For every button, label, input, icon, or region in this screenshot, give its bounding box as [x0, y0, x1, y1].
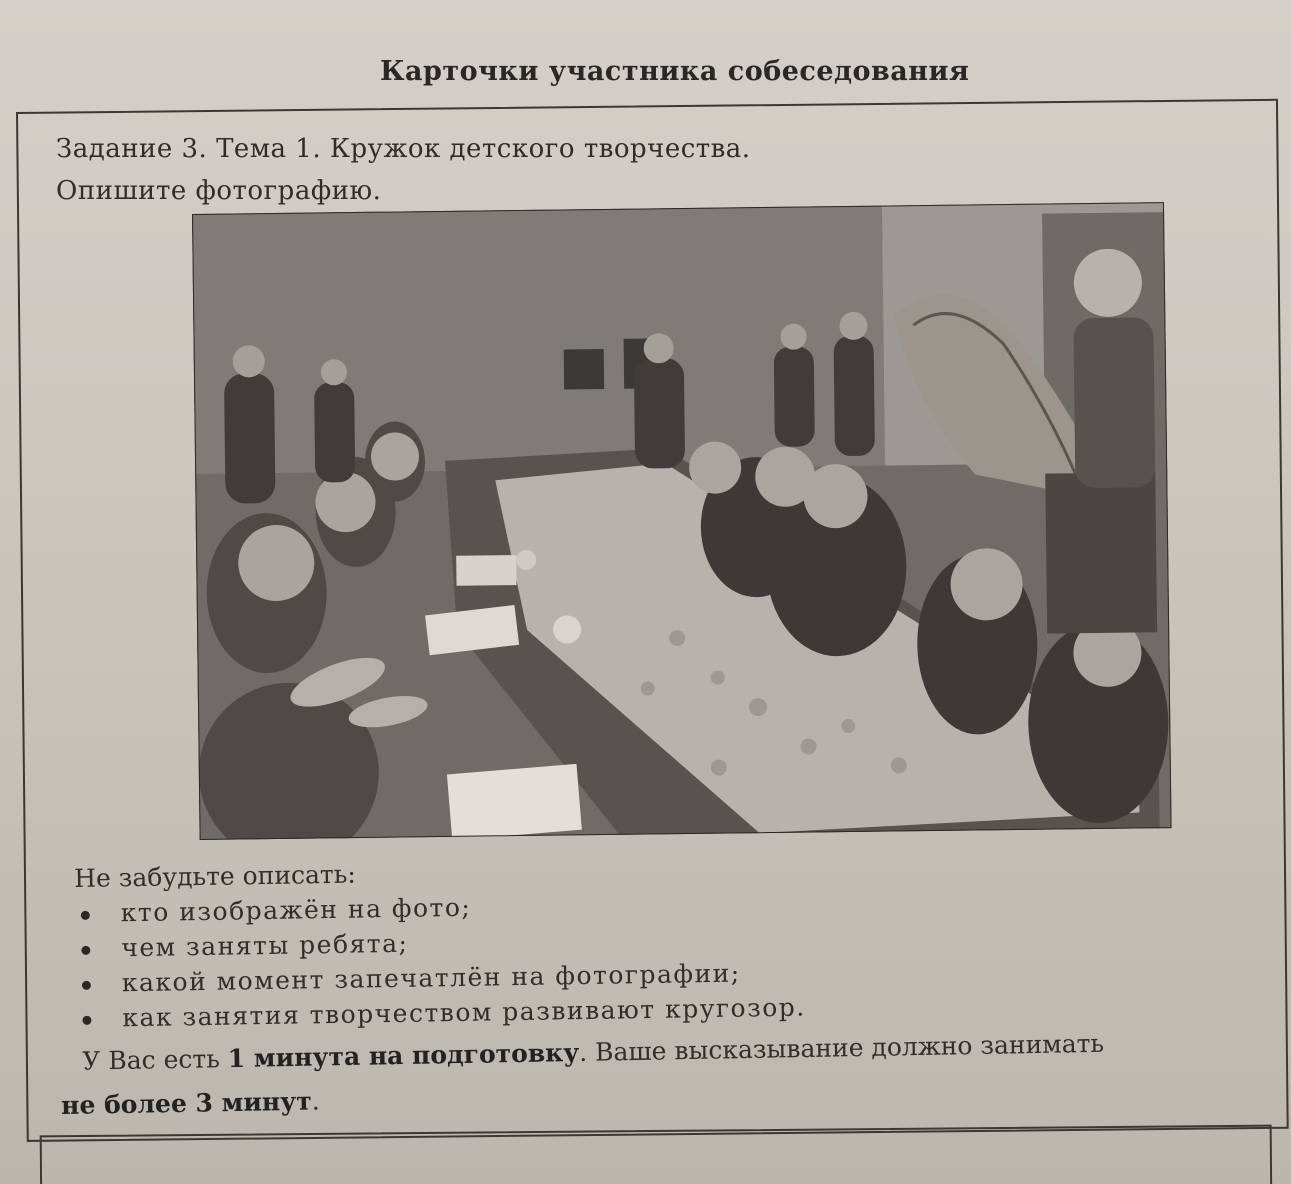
photo-illustration: [192, 202, 1172, 840]
bullet-icon: [82, 981, 91, 990]
bullet-icon: [81, 946, 90, 955]
speech-time: не более 3 минут: [60, 1086, 312, 1120]
reminder-lead: Не забудьте описать:: [74, 859, 356, 893]
bullet-icon: [81, 911, 90, 920]
reminder-item-text: какой момент запечатлён на фотографии;: [121, 958, 741, 998]
reminder-list: [75, 888, 806, 1035]
bullet-icon: [82, 1016, 91, 1025]
reminder-item-text: как занятия творчеством развивают кругозор.: [122, 992, 806, 1033]
reminder-item-text: чем заняты ребята;: [121, 928, 409, 963]
time-note: У Вас есть 1 минута на подготовку. Ваше высказывание должно занимать не более 3 минут.: [60, 1028, 1105, 1120]
page-heading: Карточки участника собеседования: [380, 56, 970, 87]
reminder-block: [74, 853, 806, 1039]
next-card-border: [40, 1125, 1273, 1184]
task-photo: [192, 202, 1172, 840]
prep-time: 1 минута на подготовку: [227, 1037, 580, 1074]
task-instruction: Опишите фотографию.: [56, 176, 382, 206]
task-title: Задание 3. Тема 1. Кружок детского творчества.: [56, 134, 751, 164]
reminder-item-text: кто изображён на фото;: [120, 892, 472, 928]
